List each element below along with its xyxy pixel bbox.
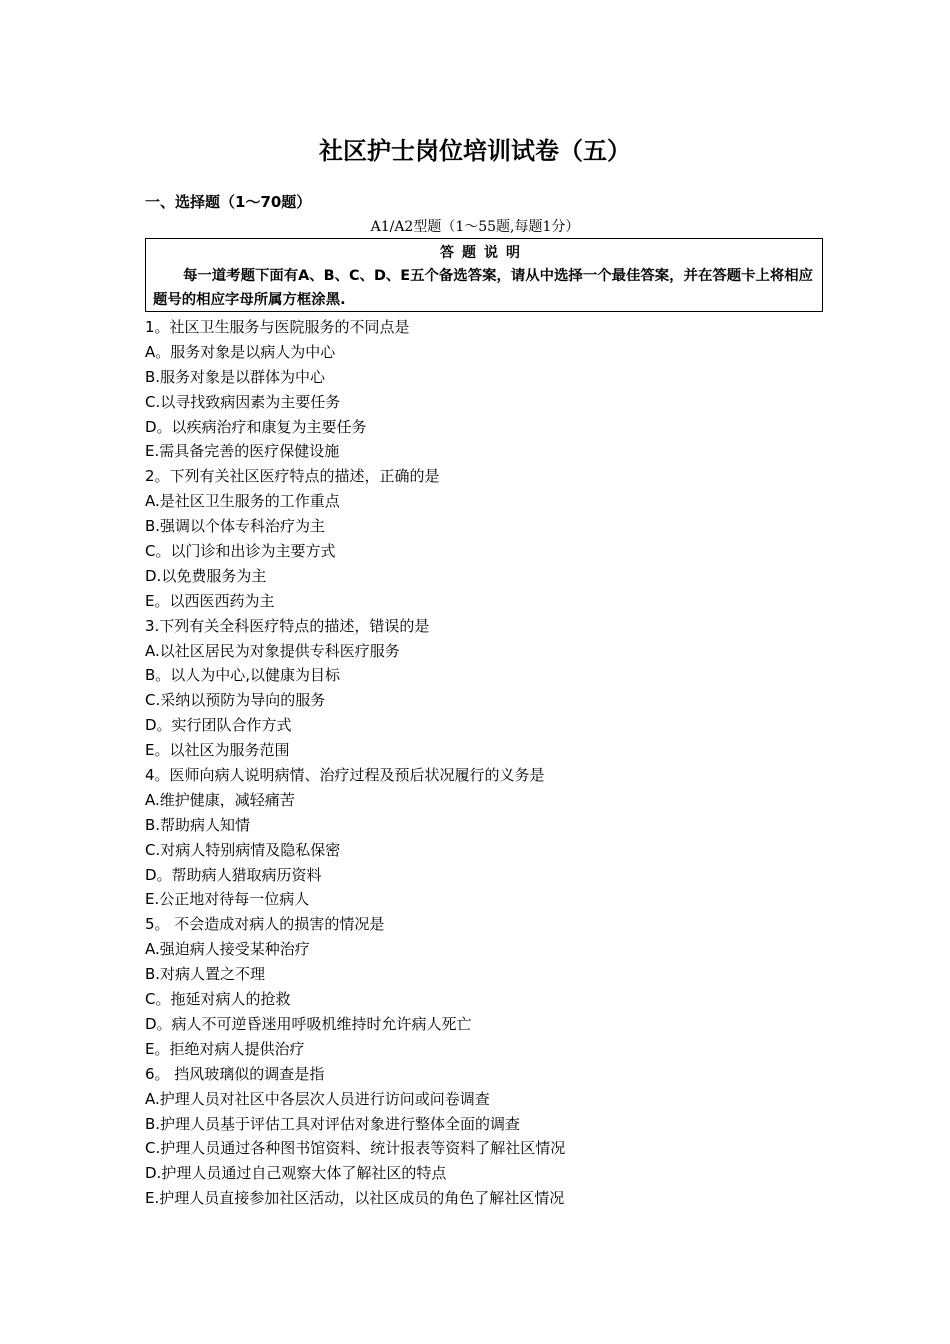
- answer-option: C.对病人特别病情及隐私保密: [145, 840, 341, 859]
- answer-option: B.强调以个体专科治疗为主: [145, 517, 326, 536]
- answer-option: C.护理人员通过各种图书馆资料、统计报表等资料了解社区情况: [145, 1139, 566, 1158]
- section-heading: 一、选择题（1～70题）: [145, 193, 312, 211]
- answer-option: B.帮助病人知情: [145, 815, 251, 834]
- answer-option: A.强迫病人接受某种治疗: [145, 940, 310, 959]
- question-line: 1。社区卫生服务与医院服务的不同点是: [145, 318, 410, 336]
- answer-option: C.采纳以预防为导向的服务: [145, 691, 326, 710]
- answer-option: E.护理人员直接参加社区活动，以社区成员的角色了解社区情况: [145, 1189, 565, 1208]
- question-line: 5。 不会造成对病人的损害的情况是: [145, 915, 385, 934]
- answer-option: D。以疾病治疗和康复为主要任务: [145, 417, 367, 436]
- answer-option: D。病人不可逆昏迷用呼吸机维持时允许病人死亡: [145, 1014, 472, 1033]
- answer-option: E.公正地对待每一位病人: [145, 890, 310, 909]
- page-title: 社区护士岗位培训试卷（五）: [319, 137, 631, 165]
- answer-option: E.需具备完善的医疗保健设施: [145, 442, 340, 461]
- question-line: 3.下列有关全科医疗特点的描述，错误的是: [145, 616, 430, 635]
- answer-option: A.护理人员对社区中各层次人员进行访问或问卷调查: [145, 1089, 490, 1108]
- answer-option: C。以门诊和出诊为主要方式: [145, 542, 336, 561]
- answer-option: B.护理人员基于评估工具对评估对象进行整体全面的调查: [145, 1114, 521, 1133]
- answer-option: E。以社区为服务范围: [145, 741, 290, 760]
- answer-option: C.以寻找致病因素为主要任务: [145, 392, 341, 411]
- answer-option: D。帮助病人猎取病历资料: [145, 865, 322, 884]
- instructions-title: 答题说明: [440, 245, 528, 261]
- answer-option: A.是社区卫生服务的工作重点: [145, 492, 340, 511]
- answer-option: D.以免费服务为主: [145, 566, 267, 585]
- answer-option: C。拖延对病人的抢救: [145, 990, 291, 1009]
- answer-option: D.护理人员通过自己观察大体了解社区的特点: [145, 1164, 447, 1183]
- answer-option: B.对病人置之不理: [145, 965, 266, 984]
- question-list: [145, 315, 825, 1211]
- answer-option: A.以社区居民为对象提供专科医疗服务: [145, 641, 400, 660]
- instructions-text: 每一道考题下面有A、B、C、D、E五个备选答案，请从中选择一个最佳答案，并在答题卡上将相应题号的相应字母所属方框涂黑.: [153, 268, 814, 308]
- question-line: 2。下列有关社区医疗特点的描述，正确的是: [145, 467, 440, 486]
- answer-instructions-box: [145, 238, 823, 312]
- answer-option: A。服务对象是以病人为中心: [145, 342, 336, 361]
- answer-option: B。以人为中心,以健康为目标: [145, 666, 341, 685]
- answer-option: D。实行团队合作方式: [145, 716, 292, 735]
- question-line: 6。 挡风玻璃似的调查是指: [145, 1064, 325, 1083]
- answer-option: E。拒绝对病人提供治疗: [145, 1039, 305, 1058]
- answer-option: B.服务对象是以群体为中心: [145, 367, 326, 386]
- answer-option: A.维护健康，减轻痛苦: [145, 790, 295, 809]
- question-line: 4。医师向病人说明病情、治疗过程及预后状况履行的义务是: [145, 766, 545, 785]
- answer-option: E。以西医西药为主: [145, 591, 275, 610]
- question-type-subheading: A1/A2型题（1～55题,每题1分）: [370, 219, 580, 235]
